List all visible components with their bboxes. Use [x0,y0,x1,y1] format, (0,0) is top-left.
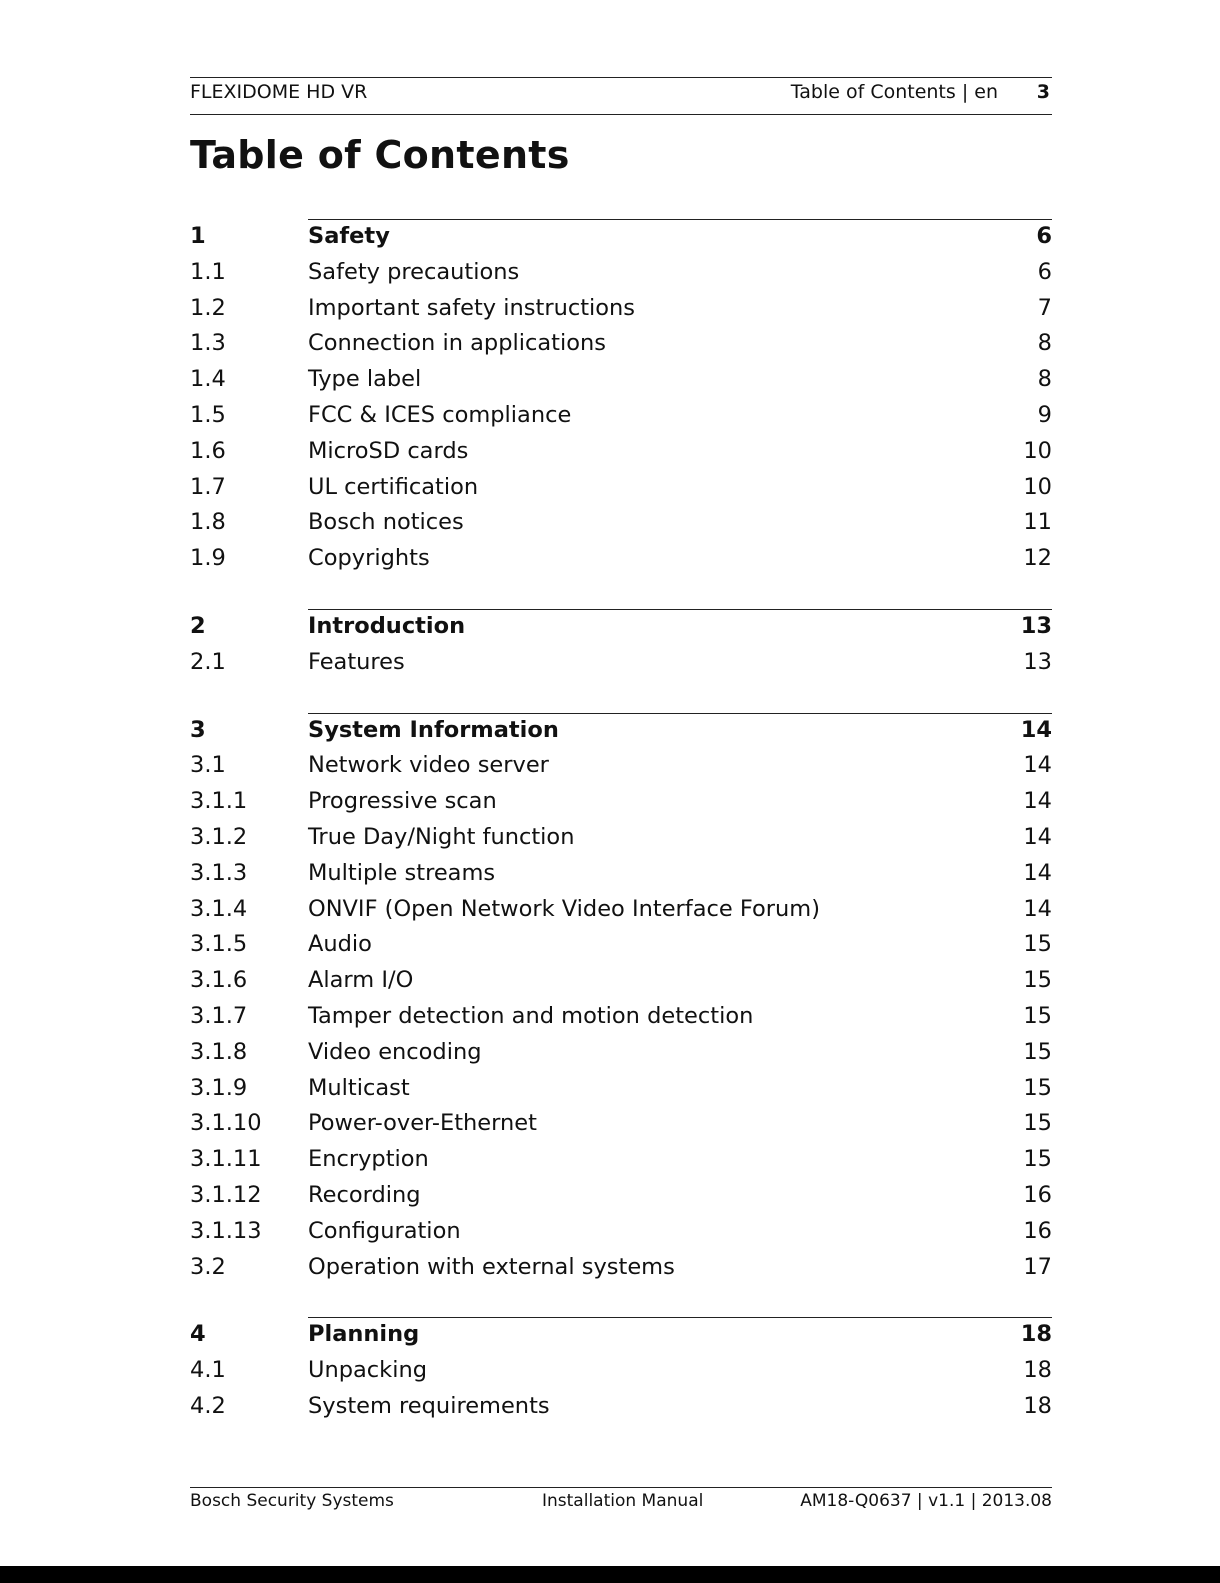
toc-entry-title: Multiple streams [308,859,496,886]
toc-entry[interactable] [190,645,1052,681]
toc-entry-number: 3.1.13 [190,1217,262,1244]
page-title: Table of Contents [190,133,570,177]
toc-entry-page: 10 [1023,437,1052,464]
toc-entry-number: 1.7 [190,473,226,500]
toc-entry-title: Alarm I/O [308,967,414,994]
toc-entry-number: 1.9 [190,545,226,572]
footer-company: Bosch Security Systems [190,1491,394,1511]
toc-entry-page: 14 [1020,716,1052,743]
toc-entry-page: 16 [1023,1181,1052,1208]
toc-entry-title: Recording [308,1181,421,1208]
toc-chapter-heading[interactable] [190,219,1052,255]
toc-entry-title: True Day/Night function [308,823,575,850]
toc-entry-number: 2 [190,612,206,639]
toc-entry-page: 15 [1023,1002,1052,1029]
toc-entry-page: 7 [1037,294,1052,321]
footer-manual-type: Installation Manual [542,1491,704,1511]
toc-entry-title: MicroSD cards [308,437,469,464]
toc-chapter [190,609,1052,681]
toc-chapter [190,219,1052,577]
toc-entry-title: Features [308,648,405,675]
toc-entry-number: 1 [190,223,206,249]
toc-entry-title: Tamper detection and motion detection [308,1002,754,1029]
toc-entry-number: 4.1 [190,1357,226,1384]
toc-entry[interactable] [190,1106,1052,1142]
toc-entry-number: 2.1 [190,648,226,675]
toc-entry[interactable] [190,326,1052,362]
toc-entry-page: 6 [1037,258,1052,285]
toc-entry-number: 1.2 [190,294,226,321]
toc-entry-page: 18 [1023,1392,1052,1419]
toc-entry-number: 3.1.3 [190,859,248,886]
toc-entry[interactable] [190,1071,1052,1107]
footer-document-id: AM18-Q0637 | v1.1 | 2013.08 [800,1491,1052,1511]
toc-entry-page: 15 [1023,931,1052,958]
toc-entry-number: 4 [190,1321,206,1348]
toc-entry-title: Operation with external systems [308,1253,675,1280]
toc-entry-page: 13 [1023,648,1052,675]
header-page-number: 3 [1036,81,1050,103]
toc-entry-title: Planning [308,1321,420,1348]
toc-entry[interactable] [190,748,1052,784]
toc-entry[interactable] [190,1142,1052,1178]
toc-entry-page: 11 [1023,509,1052,536]
page-footer [190,1487,1052,1518]
toc-entry-page: 17 [1023,1253,1052,1280]
toc-entry[interactable] [190,999,1052,1035]
header-section-language: Table of Contents | en [790,81,998,103]
toc-entry-title: Important safety instructions [308,294,636,321]
toc-entry-page: 8 [1037,366,1052,393]
toc-entry-title: Progressive scan [308,788,497,815]
toc-entry-title: Introduction [308,612,466,639]
scan-bottom-edge [0,1566,1220,1583]
toc-entry-page: 15 [1023,1110,1052,1137]
toc-entry[interactable] [190,291,1052,327]
toc-entry-number: 1.8 [190,509,226,536]
toc-entry-title: Encryption [308,1146,429,1173]
toc-entry[interactable] [190,398,1052,434]
toc-entry[interactable] [190,434,1052,470]
toc-entry-number: 1.6 [190,437,226,464]
toc-entry-title: Configuration [308,1217,461,1244]
toc-entry-page: 14 [1023,859,1052,886]
toc-entry-number: 3.1.6 [190,967,248,994]
toc-entry-title: Video encoding [308,1038,482,1065]
header-document-name: FLEXIDOME HD VR [190,81,368,103]
toc-entry-page: 6 [1036,223,1052,249]
toc-entry-number: 3.1.4 [190,895,248,922]
toc-entry-page: 10 [1023,473,1052,500]
toc-entry[interactable] [190,505,1052,541]
toc-chapter-heading[interactable] [190,713,1052,749]
toc-entry-page: 16 [1023,1217,1052,1244]
toc-entry-title: Copyrights [308,545,430,572]
toc-entry-number: 3.2 [190,1253,226,1280]
toc-entry-number: 3.1.11 [190,1146,262,1173]
toc-entry[interactable] [190,1389,1052,1425]
toc-entry[interactable] [190,1250,1052,1286]
toc-entry[interactable] [190,927,1052,963]
toc-chapter [190,713,1052,1286]
toc-entry-title: System Information [308,716,559,743]
toc-entry-title: Connection in applications [308,330,606,357]
toc-entry-title: Audio [308,931,372,958]
toc-entry-page: 15 [1023,1038,1052,1065]
toc-entry-page: 8 [1037,330,1052,357]
toc-entry-page: 14 [1023,788,1052,815]
toc-entry-page: 15 [1023,1146,1052,1173]
toc-entry-title: Safety [308,223,390,249]
toc-entry-title: Bosch notices [308,509,464,536]
toc-entry[interactable] [190,362,1052,398]
toc-entry-number: 4.2 [190,1392,226,1419]
toc-entry[interactable] [190,784,1052,820]
toc-entry[interactable] [190,963,1052,999]
page-header [190,77,1052,115]
toc-entry-title: Unpacking [308,1357,427,1384]
toc-entry-number: 3.1.2 [190,823,248,850]
toc-entry-title: Type label [308,366,422,393]
toc-entry-page: 18 [1023,1357,1052,1384]
toc-entry-page: 14 [1023,823,1052,850]
toc-entry-number: 3.1.5 [190,931,248,958]
toc-entry-page: 18 [1020,1321,1052,1348]
toc-entry[interactable] [190,1035,1052,1071]
toc-entry-number: 3.1 [190,752,226,779]
toc-entry-title: Multicast [308,1074,410,1101]
toc-entry-title: ONVIF (Open Network Video Interface Forum) [308,895,820,922]
toc-entry-page: 12 [1023,545,1052,572]
toc-entry-title: Power-over-Ethernet [308,1110,537,1137]
toc-entry[interactable] [190,470,1052,506]
toc-entry-number: 3.1.1 [190,788,248,815]
toc-entry-number: 1.5 [190,401,226,428]
toc-entry-page: 15 [1023,967,1052,994]
toc-entry-page: 9 [1037,401,1052,428]
toc-entry[interactable] [190,856,1052,892]
toc-entry-page: 13 [1020,612,1052,639]
toc-chapter-heading[interactable] [190,1317,1052,1353]
page [190,77,1052,1419]
toc-entry-number: 3.1.10 [190,1110,262,1137]
toc-entry-title: FCC & ICES compliance [308,401,572,428]
toc-entry-number: 1.1 [190,258,226,285]
toc-entry[interactable] [190,1353,1052,1389]
toc-chapter [190,1317,1052,1424]
toc-entry-title: Safety precautions [308,258,520,285]
toc-entry-page: 15 [1023,1074,1052,1101]
toc-entry-title: System requirements [308,1392,550,1419]
toc-chapter-heading[interactable] [190,609,1052,645]
table-of-contents [190,217,1052,1457]
toc-entry-number: 3.1.9 [190,1074,248,1101]
toc-entry-title: UL certification [308,473,479,500]
toc-entry[interactable] [190,892,1052,928]
toc-entry-number: 3.1.12 [190,1181,262,1208]
toc-entry-number: 3.1.7 [190,1002,248,1029]
toc-entry-number: 3.1.8 [190,1038,248,1065]
toc-entry-number: 1.3 [190,330,226,357]
toc-entry-title: Network video server [308,752,549,779]
toc-entry-page: 14 [1023,752,1052,779]
toc-entry-page: 14 [1023,895,1052,922]
toc-entry-number: 3 [190,716,206,743]
toc-entry[interactable] [190,1214,1052,1250]
toc-entry[interactable] [190,255,1052,291]
toc-entry[interactable] [190,1178,1052,1214]
toc-entry[interactable] [190,541,1052,577]
toc-entry-number: 1.4 [190,366,226,393]
toc-entry[interactable] [190,820,1052,856]
